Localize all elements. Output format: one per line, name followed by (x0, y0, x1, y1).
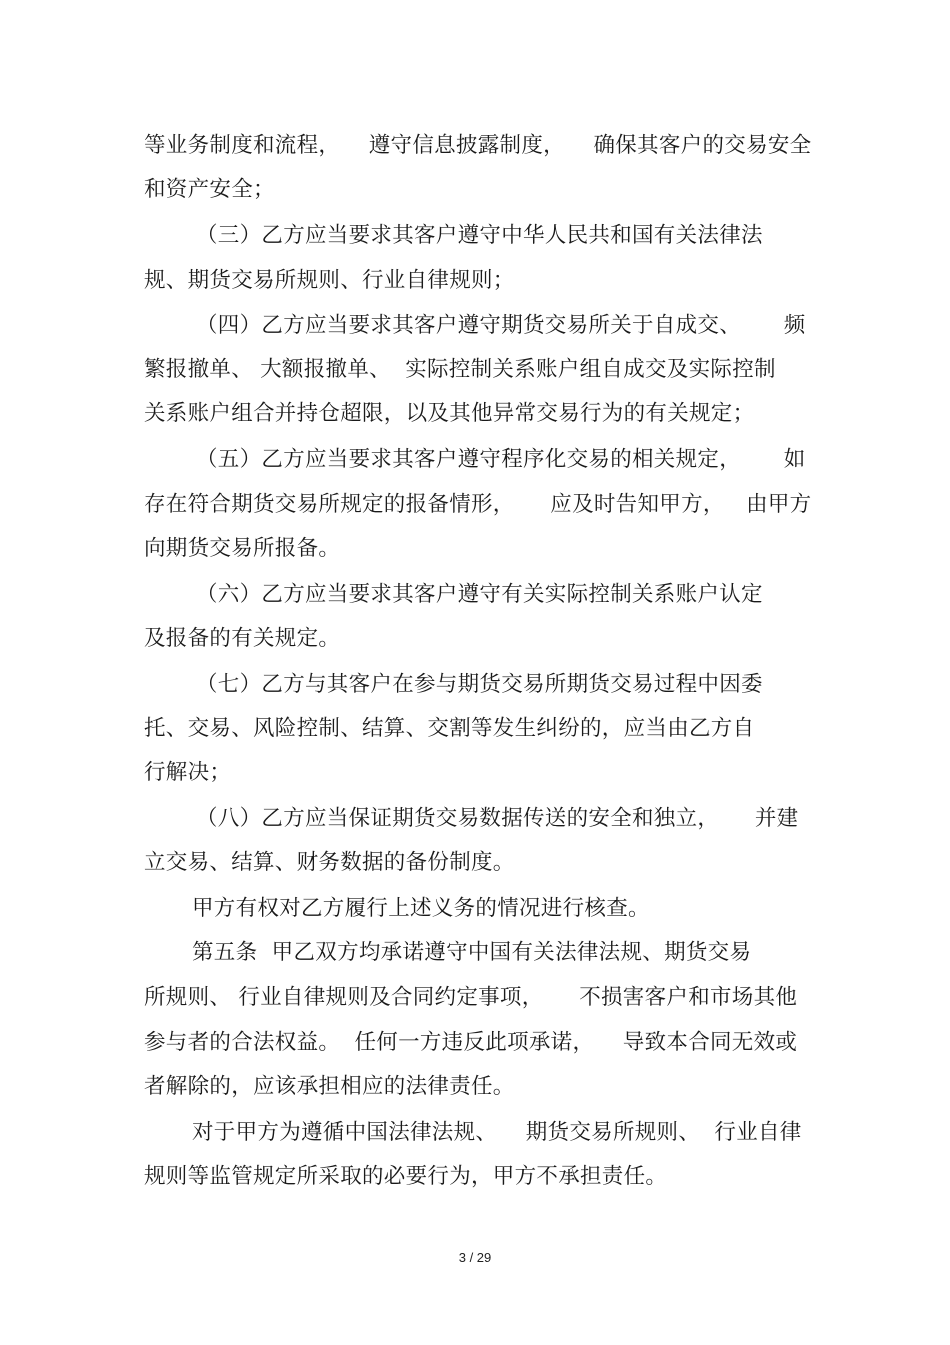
text-line: 规则等监管规定所采取的必要行为，甲方不承担责任。 (144, 1164, 668, 1189)
text-line: 和资产安全； (144, 177, 275, 202)
text-line: （六）乙方应当要求其客户遵守有关实际控制关系账户认定 (196, 582, 763, 607)
text-line: 立交易、结算、财务数据的备份制度。 (144, 850, 515, 875)
text-line: （八）乙方应当保证期货交易数据传送的安全和独立， 并建 (196, 806, 799, 831)
text-line: 关系账户组合并持仓超限，以及其他异常交易行为的有关规定； (144, 401, 755, 426)
text-line: （七）乙方与其客户在参与期货交易所期货交易过程中因委 (196, 672, 763, 697)
text-line: 繁报撤单、 大额报撤单、 实际控制关系账户组自成交及实际控制 (144, 357, 776, 382)
text-line: （三）乙方应当要求其客户遵守中华人民共和国有关法律法 (196, 223, 763, 248)
text-line: 托、交易、风险控制、结算、交割等发生纠纷的，应当由乙方自 (144, 716, 755, 741)
text-line: （五）乙方应当要求其客户遵守程序化交易的相关规定， 如 (196, 447, 806, 472)
text-line: 参与者的合法权益。 任何一方违反此项承诺， 导致本合同无效或 (144, 1030, 798, 1055)
text-line: （四）乙方应当要求其客户遵守期货交易所关于自成交、 频 (196, 313, 806, 338)
page-number: 3 / 29 (458, 1250, 492, 1265)
text-line: 对于甲方为遵循中国法律法规、 期货交易所规则、 行业自律 (192, 1120, 802, 1145)
text-line: 等业务制度和流程， 遵守信息披露制度， 确保其客户的交易安全 (144, 133, 812, 158)
text-line: 存在符合期货交易所规定的报备情形， 应及时告知甲方， 由甲方 (144, 492, 812, 517)
text-line: 第五条 甲乙双方均承诺遵守中国有关法律法规、期货交易 (192, 940, 752, 965)
text-line: 及报备的有关规定。 (144, 626, 341, 651)
text-line: 向期货交易所报备。 (144, 536, 341, 561)
text-line: 者解除的，应该承担相应的法律责任。 (144, 1074, 515, 1099)
text-line: 所规则、 行业自律规则及合同约定事项， 不损害客户和市场其他 (144, 985, 798, 1010)
text-line: 规、期货交易所规则、行业自律规则； (144, 268, 515, 293)
text-line: 甲方有权对乙方履行上述义务的情况进行核查。 (192, 896, 650, 921)
text-line: 行解决； (144, 760, 232, 785)
